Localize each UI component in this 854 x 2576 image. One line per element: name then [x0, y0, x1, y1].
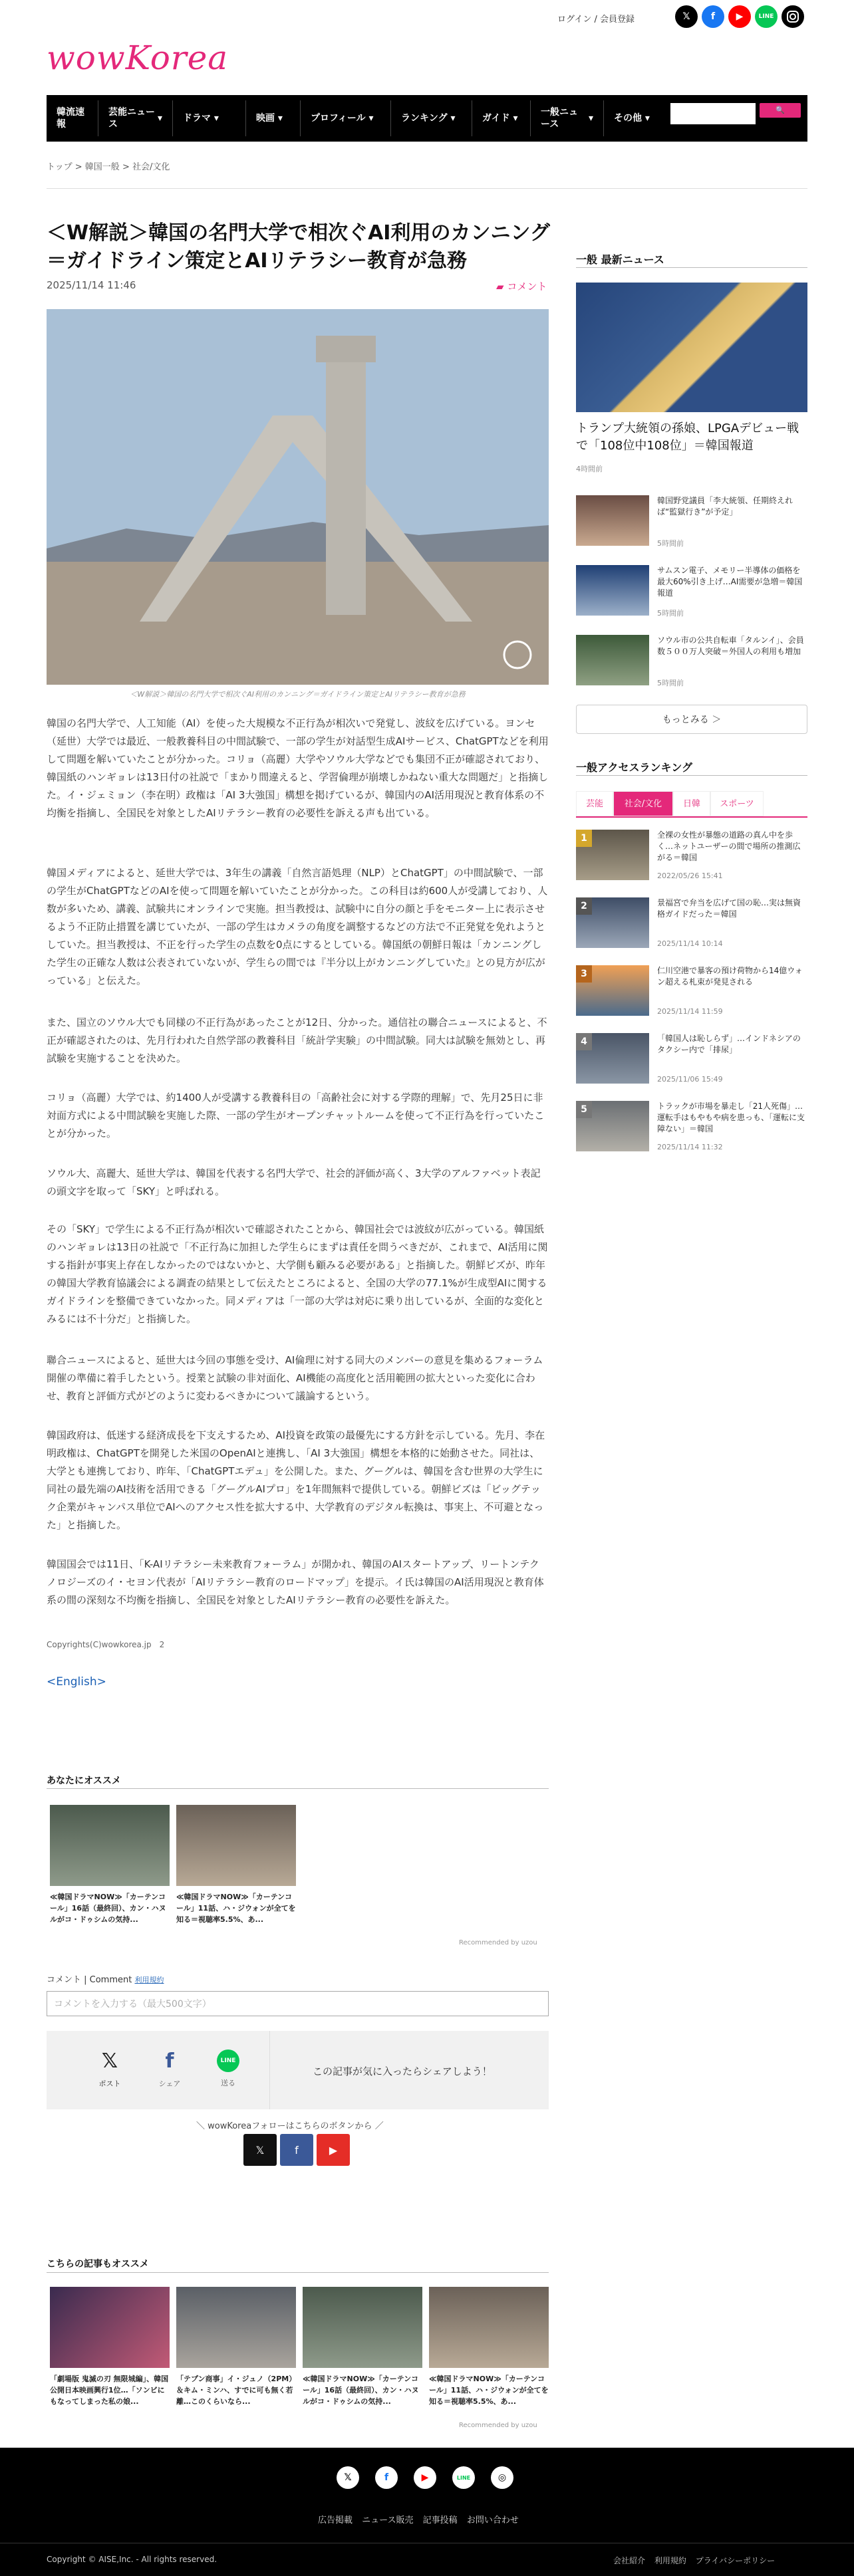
nav-label: 一般ニュース: [541, 107, 578, 130]
facebook-icon[interactable]: f: [702, 5, 724, 28]
site-logo[interactable]: wowKorea: [47, 39, 229, 77]
facebook-icon: f: [295, 2143, 299, 2157]
tab-japan-korea[interactable]: 日韓: [673, 791, 710, 816]
login-register-link[interactable]: ログイン / 会員登録: [557, 15, 635, 25]
comment-icon: ▰: [496, 281, 504, 293]
paragraph: その「SKY」で学生による不正行為が相次いで確認されたことから、韓国社会では波紋が広がっている。韓国紙のハンギョレは13日の社説で「不正行為に加担した学生らにまずは責任を問うべきだが、これまで、AI活用に関する指針が事実上存在しなかったのではないかと、大学側も顧みる必要がある」と指摘した。朝鮮ビズが、昨年の韓国大学教育協議会による調査の結果として伝えたところによると、全国の大学の77.1%が生成型AIに関するガイドラインを整備できていなかった。同メディアは「一部の大学は対応に乗り出しているが、全面的な変化とみるには不十分だ」と指摘した。: [47, 1223, 548, 1325]
instagram-icon[interactable]: ◎: [491, 2466, 513, 2489]
nav-label: プロフィール: [311, 113, 366, 124]
paragraph: ソウル大、高麗大、延世大学は、韓国を代表する名門大学で、社会的評価が高く、3大学のアルファベット表記の頭文字を取って「SKY」と呼ばれる。: [47, 1167, 541, 1197]
card-title: 「劇場版 鬼滅の刃 無限城編」、韓国公開日本映画興行1位…「ソンビにもなってしまった私の娘...: [50, 2375, 169, 2406]
news-time: 5時間前: [657, 679, 684, 687]
share-x-button[interactable]: [93, 2049, 126, 2089]
recommend2-card[interactable]: [50, 2287, 170, 2407]
news-title: サムスン電子、メモリー半導体の価格を最大60%引き上げ…AI需要が急増＝韓国報道: [657, 566, 803, 598]
card-thumbnail: [176, 1805, 296, 1886]
share-x-label: ポスト: [98, 2079, 121, 2088]
footer-link[interactable]: お問い合わせ: [466, 2516, 519, 2525]
nav-item[interactable]: ドラマ ▾: [173, 100, 246, 136]
divider: [47, 2272, 549, 2273]
nav-item[interactable]: 芸能ニュース ▾: [98, 100, 173, 136]
main-news-image[interactable]: [576, 283, 807, 412]
main-news-headline[interactable]: トランプ大統領の孫娘、LPGAデビュー戦で「108位中108位」＝韓国報道: [576, 421, 799, 453]
comment-section-label: [47, 1972, 164, 1985]
card-title: ≪韓国ドラマNOW≫「カーテンコール」11話、ハ・ジウォンが全てを知る＝視聴率5.5%、あ...: [176, 1893, 296, 1924]
breadcrumb-item[interactable]: 社会/文化: [132, 162, 170, 172]
recommend-card[interactable]: [176, 1805, 296, 1925]
divider: [576, 267, 807, 268]
footer-link[interactable]: 広告掲載: [318, 2516, 353, 2525]
line-icon[interactable]: LINE: [452, 2466, 475, 2489]
terms-link[interactable]: 利用規約: [134, 1976, 164, 1984]
ranking-date: 2022/05/26 15:41: [657, 872, 723, 880]
header-social-icons: [675, 5, 804, 28]
paragraph: 韓国国会では11日、「K-AIリテラシー未来教育フォーラム」が開かれ、韓国のAIスタートアップ、リートンテクノロジーズのイ・セヨン代表が「AIリテラシー教育のロードマップ」を提示。イ氏は韓国のAI活用現況と教育体系の間の深刻な不均衡を指摘し、全国民を対象としたAIリテラシー教育の必要性を訴えた。: [47, 1558, 544, 1606]
facebook-icon[interactable]: f: [375, 2466, 398, 2489]
search-button[interactable]: [760, 103, 801, 118]
nav-item[interactable]: ガイド ▾: [472, 100, 531, 136]
footer-legal-link[interactable]: 利用規約: [654, 2556, 686, 2565]
x-icon[interactable]: 𝕏: [337, 2466, 359, 2489]
news-thumbnail: [576, 565, 649, 616]
follow-facebook-button[interactable]: [280, 2134, 313, 2166]
line-icon: LINE: [217, 2049, 239, 2072]
search-icon: 🔍: [776, 106, 785, 114]
nav-item[interactable]: プロフィール ▾: [301, 100, 391, 136]
recommend-title: あなたにオススメ: [47, 1776, 121, 1786]
ranking-item[interactable]: [576, 1101, 807, 1153]
divider: [269, 2031, 270, 2109]
ranking-number: 1: [576, 830, 592, 847]
breadcrumb: トップ > 韓国一般 > 社会/文化: [47, 162, 170, 172]
card-thumbnail: [50, 2287, 170, 2368]
x-icon: 𝕏: [101, 2049, 118, 2073]
divider: [576, 775, 807, 776]
nav-item[interactable]: ランキング ▾: [391, 100, 472, 136]
card-title: ≪韓国ドラマNOW≫「カーテンコール」11話、ハ・ジウォンが全てを知る＝視聴率5.5%、あ...: [429, 2375, 549, 2406]
news-title: ソウル市の公共自転車「タルンイ」、会員数５００万人突破＝外国人の利用も増加: [657, 636, 804, 656]
nav-label: ランキング: [401, 113, 448, 124]
ranking-title-text: 仁川空港で暴客の預け荷物から14億ウォン超える札束が発見される: [657, 966, 803, 987]
footer-legal-links: [613, 2555, 775, 2566]
comment-label: コメント | Comment: [47, 1975, 132, 1985]
news-time: 5時間前: [657, 609, 684, 618]
ranking-item[interactable]: [576, 897, 807, 949]
ranking-item[interactable]: [576, 965, 807, 1017]
x-icon[interactable]: 𝕏: [675, 5, 698, 28]
nav-label: 映画: [256, 113, 275, 124]
nav-item[interactable]: 韓流速報: [47, 100, 98, 136]
youtube-icon[interactable]: ▶: [414, 2466, 436, 2489]
ranking-title-text: 「韓国人は恥しらず」…インドネシアのタクシー内で「排尿」: [657, 1034, 801, 1054]
share-message: この記事が気に入ったらシェアしよう！: [313, 2065, 492, 2077]
side-news-item[interactable]: [576, 635, 807, 688]
share-facebook-button[interactable]: [153, 2049, 186, 2089]
nav-label: 芸能ニュース: [108, 107, 155, 130]
card-thumbnail: [429, 2287, 549, 2368]
ranking-title: 一般アクセスランキング: [576, 761, 693, 774]
x-icon: 𝕏: [255, 2143, 265, 2157]
article-photo[interactable]: [47, 309, 549, 685]
article-copyright: Copyrights(C)wowkorea.jp 2: [47, 1640, 165, 1649]
news-title: 韓国野党議員「李大統領、任期終えれば“監獄行き”が予定」: [657, 496, 793, 517]
main-news-time: 4時間前: [576, 465, 603, 473]
paragraph: 韓国メディアによると、延世大学では、3年生の講義「自然言語処理（NLP）とChatGPT」の中間試験で、一部の学生がChatGPTなどのAIを使って問題を解いていたことが分かった。この科目は約600人が受講しており、人数が多いため、講義、試験共にオンラインで実施。担当教授は、試験中に自分の顔と手をモニター上に表示させるよう不正防止措置を講じていたが、一部の学生はカメラの角度を調整するなどの方法で不正発覚を免れようとしていた。担当教授は、不正を行った学生の点数を0点にするとしている。韓国紙の朝鮮日報は「カンニングした学生の正確な人数は公表されていないが、学生らの間では『半分以上がカンニングしていた』との見方が広がっている」と伝えた。: [47, 867, 548, 987]
news-time: 5時間前: [657, 539, 684, 548]
ranking-number: 5: [576, 1101, 592, 1118]
recommended-by: Recommended by uzou: [459, 2422, 537, 2429]
article-title: ＜W解説＞韓国の名門大学で相次ぐAI利用のカンニング＝ガイドライン策定とAIリテラシー教育が急務: [47, 221, 550, 273]
ranking-date: 2025/11/14 11:32: [657, 1143, 723, 1151]
paragraph: また、国立のソウル大でも同様の不正行為があったことが12日、分かった。通信社の聯合ニュースによると、不正が確認されたのは、先月行われた自然学部の教養科目「統計学実験」の中間試験。同大は試験を無効とし、再試験を実施することを決めた。: [47, 1016, 547, 1064]
share-box: [47, 2031, 549, 2109]
share-facebook-label: シェア: [158, 2079, 181, 2088]
ranking-item[interactable]: [576, 830, 807, 881]
divider: [47, 188, 807, 189]
follow-x-button[interactable]: [243, 2134, 277, 2166]
ranking-date: 2025/11/14 11:59: [657, 1007, 723, 1016]
line-icon[interactable]: LINE: [755, 5, 778, 28]
main-nav: [47, 95, 807, 142]
recommend2-card[interactable]: [176, 2287, 296, 2407]
ranking-date: 2025/11/06 15:49: [657, 1075, 723, 1084]
photo-caption: ＜W解説＞韓国の名門大学で相次ぐAI利用のカンニング＝ガイドライン策定とAIリテラシー教育が急務: [130, 690, 466, 699]
footer-legal-link[interactable]: プライバシーポリシー: [695, 2556, 776, 2565]
search-input[interactable]: [670, 103, 756, 124]
ranking-title-text: 景福宮で弁当を広げて国の恥…実は無資格ガイドだった＝韓国: [657, 898, 801, 919]
side-news-item[interactable]: [576, 565, 807, 618]
comment-link[interactable]: [496, 279, 547, 293]
ranking-tabs: [576, 791, 807, 818]
youtube-icon: ▶: [329, 2143, 338, 2157]
recommended-by: Recommended by uzou: [459, 1939, 537, 1946]
article-date: 2025/11/14 11:46: [47, 279, 136, 291]
news-thumbnail: [576, 635, 649, 685]
follow-text: ＼ wowKoreaフォローはこちらのボタンから ／: [196, 2121, 384, 2131]
card-thumbnail: [50, 1805, 170, 1886]
paragraph: 韓国政府は、低迷する経済成長を下支えするため、AI投資を政策の最優先にする方針を示している。先月、李在明政権は、ChatGPTを開発した米国のOpenAIと連携し、「AI 3大強国」構想を本格的に始動させた。同社は、大学とも連携しており、昨年、「ChatGPTエデュ」を公開した。また、グーグルは、韓国を含む世界の大学生に同社の最先端のAI技術を活用できる「グーグルAIプロ」を1年間無料で提供している。朝鮮ビズは「ビッグテック企業がキャンパス単位でAIへのアクセス性を拡大する中、大学教育のデジタル転換は、事実上、不可避となった」と指摘した。: [47, 1429, 545, 1531]
footer-link[interactable]: ニュース販売: [362, 2516, 414, 2525]
breadcrumb-item[interactable]: トップ: [47, 162, 72, 172]
more-button[interactable]: もっとみる ＞: [576, 705, 807, 734]
footer-legal-link[interactable]: 会社紹介: [613, 2556, 646, 2565]
ranking-number: 2: [576, 897, 592, 915]
paragraph: コリョ（高麗）大学では、約1400人が受講する教養科目の「高齢社会に対する学際的理解」で、先月25日に非対面方式による中間試験を実施した際、一部の学生がオープンチャットルームを使って不正行為を行っていたことが分かった。: [47, 1092, 545, 1139]
nav-item[interactable]: 一般ニュース ▾: [531, 100, 604, 136]
ranking-item[interactable]: [576, 1033, 807, 1085]
share-line-button[interactable]: [212, 2049, 245, 2088]
paragraph: 韓国の名門大学で、人工知能（AI）を使った大規模な不正行為が相次いで発覚し、波紋を広げている。ヨンセ（延世）大学では最近、一般教養科目の中間試験で、一部の学生が対話型生成AIサービス、ChatGPTなどを利用して問題を解いていたことが分かった。コリョ（高麗）大学やソウル大学などでも集団不正が確認されており、韓国紙のハンギョレは13日付の社説で「まかり間違えると、学習倫理が崩壊しかねない重大な問題だ」と指摘した。イ・ジェミョン（李在明）政権は「AI 3大強国」構想を掲げているが、韓国内のAI活用現況と教育体系の不均衡を指摘し、全国民を対象としたAIリテラシー教育の必要性を訴える声も出ている。: [47, 717, 549, 819]
tab-society[interactable]: 社会/文化: [613, 791, 673, 816]
instagram-icon[interactable]: [782, 5, 804, 28]
ranking-date: 2025/11/14 10:14: [657, 939, 723, 948]
card-thumbnail: [303, 2287, 422, 2368]
nav-item[interactable]: 映画 ▾: [246, 100, 301, 136]
breadcrumb-item[interactable]: 韓国一般: [84, 162, 120, 172]
card-thumbnail: [176, 2287, 296, 2368]
follow-youtube-button[interactable]: [317, 2134, 350, 2166]
footer-copyright: Copyright © AISE,Inc. - All rights reserved.: [47, 2555, 217, 2564]
news-thumbnail: [576, 495, 649, 546]
card-title: ≪韓国ドラマNOW≫「カーテンコール」16話（最終回）、カン・ハヌルがコ・ドゥシムの気持...: [50, 1893, 166, 1924]
ranking-title-text: 全裸の女性が暴態の道路の真ん中を歩く…ネットユーザーの間で場所の推測広がる＝韓国: [657, 830, 801, 862]
recommend2-title: こちらの記事もオススメ: [47, 2259, 149, 2270]
recommend-card[interactable]: [50, 1805, 170, 1925]
card-title: 「テプン商事」イ・ジュノ（2PM）＆キム・ミンハ、すでに可も無く若離…このくらいなら...: [176, 2375, 293, 2406]
nav-label: ドラマ: [183, 113, 211, 124]
comment-link-label: コメント: [507, 281, 547, 293]
footer-link[interactable]: 記事投稿: [422, 2516, 458, 2525]
tab-entertainment[interactable]: 芸能: [576, 791, 613, 816]
side-news-item[interactable]: [576, 495, 807, 548]
share-line-label: 送る: [221, 2079, 235, 2087]
nav-label: その他: [614, 113, 642, 124]
youtube-icon[interactable]: ▶: [728, 5, 751, 28]
english-link[interactable]: <English>: [47, 1675, 106, 1689]
recommend2-card[interactable]: [303, 2287, 422, 2407]
card-title: ≪韓国ドラマNOW≫「カーテンコール」16話（最終回）、カン・ハヌルがコ・ドゥシムの気持...: [303, 2375, 419, 2406]
divider: [47, 1788, 549, 1789]
ranking-title-text: トラックが市場を暴走し「21人死傷」…運転手はもやもや病を患っも、「運転に支障ない」＝韓国: [657, 1102, 805, 1133]
tab-sports[interactable]: スポーツ: [710, 791, 764, 816]
nav-label: ガイド: [482, 113, 510, 124]
campus-gate-image: [47, 309, 549, 685]
ranking-number: 3: [576, 965, 592, 983]
ranking-number: 4: [576, 1033, 592, 1050]
paragraph: 聯合ニュースによると、延世大は今回の事態を受け、AI倫理に対する同大のメンバーの意見を集めるフォーラム開催の準備に着手したという。授業と試験の非対面化、AI機能の高度化と活用範囲の拡大といった変化に合わせ、教育と評価方式がどのように変わるべきかについて議論するという。: [47, 1354, 543, 1402]
footer-links: [318, 2513, 519, 2525]
comment-input[interactable]: コメントを入力する（最大500文字）: [47, 1991, 549, 2016]
recommend2-card[interactable]: [429, 2287, 549, 2407]
footer-social-icons: [337, 2466, 513, 2489]
latest-news-title: 一般 最新ニュース: [576, 253, 664, 266]
facebook-icon: f: [165, 2049, 174, 2073]
nav-item[interactable]: その他 ▾: [614, 113, 650, 124]
